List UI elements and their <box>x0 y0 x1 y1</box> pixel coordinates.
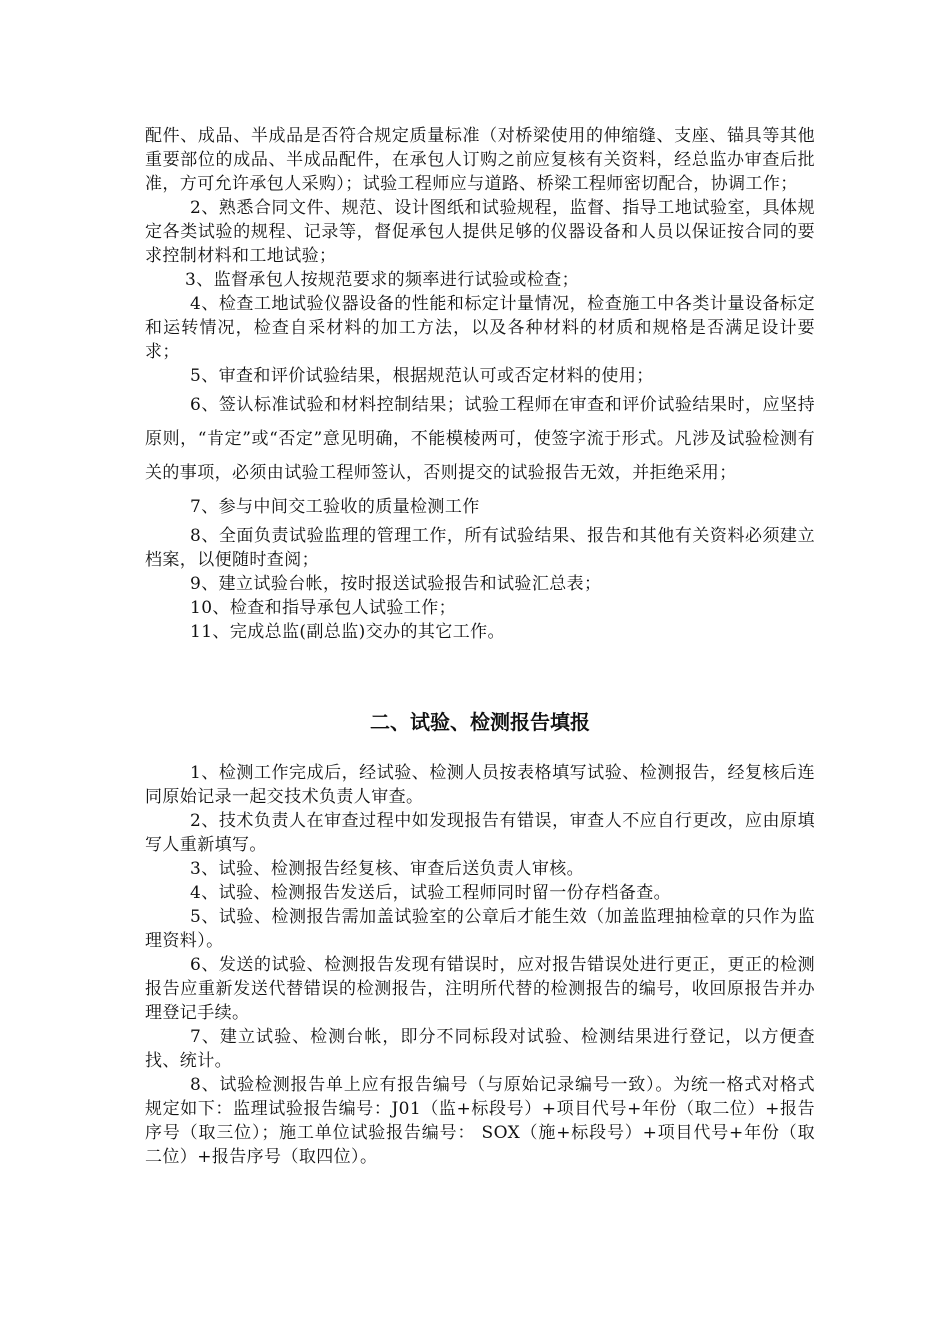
section-2-heading: 二、试验、检测报告填报 <box>370 710 590 734</box>
section-1-body <box>145 124 815 644</box>
paragraph: 4、试验、检测报告发送后，试验工程师同时留一份存档备查。 <box>190 883 672 903</box>
paragraph: 8、试验检测报告单上应有报告编号（与原始记录编号一致）。为统一格式对格式规定如下：监理试验报告编号：J01（监+标段号）+项目代号+年份（取二位）+报告序号（取三位）；施工单位试验报告编号： SOX（施+标段号）+项目代号+年份（取二位）+报告序号（取四位）。 <box>145 1075 815 1167</box>
paragraph: 10、检查和指导承包人试验工作； <box>190 598 457 618</box>
paragraph: 3、试验、检测报告经复核、审查后送负责人审核。 <box>190 859 585 879</box>
paragraph: 5、审查和评价试验结果，根据规范认可或否定材料的使用； <box>190 366 654 386</box>
paragraph: 3、监督承包人按规范要求的频率进行试验或检查； <box>185 270 580 290</box>
paragraph: 1、检测工作完成后，经试验、检测人员按表格填写试验、检测报告，经复核后连同原始记录一起交技术负责人审查。 <box>145 763 815 807</box>
paragraph: 配件、成品、半成品是否符合规定质量标准（对桥梁使用的伸缩缝、支座、锚具等其他重要部位的成品、半成品配件，在承包人订购之前应复核有关资料，经总监办审查后批准，方可允许承包人采购）；试验工程师应与道路、桥梁工程师密切配合，协调工作； <box>145 126 815 194</box>
paragraph: 7、建立试验、检测台帐，即分不同标段对试验、检测结果进行登记，以方便查找、统计。 <box>145 1027 815 1071</box>
paragraph: 9、建立试验台帐，按时报送试验报告和试验汇总表； <box>190 574 602 594</box>
section-2-body <box>145 761 815 1169</box>
paragraph: 6、发送的试验、检测报告发现有错误时，应对报告错误处进行更正，更正的检测报告应重新发送代替错误的检测报告，注明所代替的检测报告的编号，收回原报告并办理登记手续。 <box>145 955 815 1023</box>
paragraph: 2、技术负责人在审查过程中如发现报告有错误，审查人不应自行更改，应由原填写人重新填写。 <box>145 811 815 855</box>
paragraph: 11、完成总监(副总监)交办的其它工作。 <box>190 622 505 642</box>
paragraph: 5、试验、检测报告需加盖试验室的公章后才能生效（加盖监理抽检章的只作为监理资料）。 <box>145 907 815 951</box>
paragraph: 4、检查工地试验仪器设备的性能和标定计量情况，检查施工中各类计量设备标定和运转情况，检查自采材料的加工方法，以及各种材料的材质和规格是否满足设计要求； <box>145 294 815 362</box>
paragraph: 8、全面负责试验监理的管理工作，所有试验结果、报告和其他有关资料必须建立档案，以便随时查阅； <box>145 526 815 570</box>
paragraph: 2、熟悉合同文件、规范、设计图纸和试验规程，监督、指导工地试验室，具体规定各类试验的规程、记录等，督促承包人提供足够的仪器设备和人员以保证按合同的要求控制材料和工地试验； <box>145 198 815 266</box>
paragraph: 7、参与中间交工验收的质量检测工作 <box>190 497 480 517</box>
paragraph: 6、签认标准试验和材料控制结果；试验工程师在审查和评价试验结果时，应坚持原则，“肯定”或“否定”意见明确，不能模棱两可，使签字流于形式。凡涉及试验检测有关的事项，必须由试验工程师签认，否则提交的试验报告无效，并拒绝采用； <box>145 395 815 483</box>
